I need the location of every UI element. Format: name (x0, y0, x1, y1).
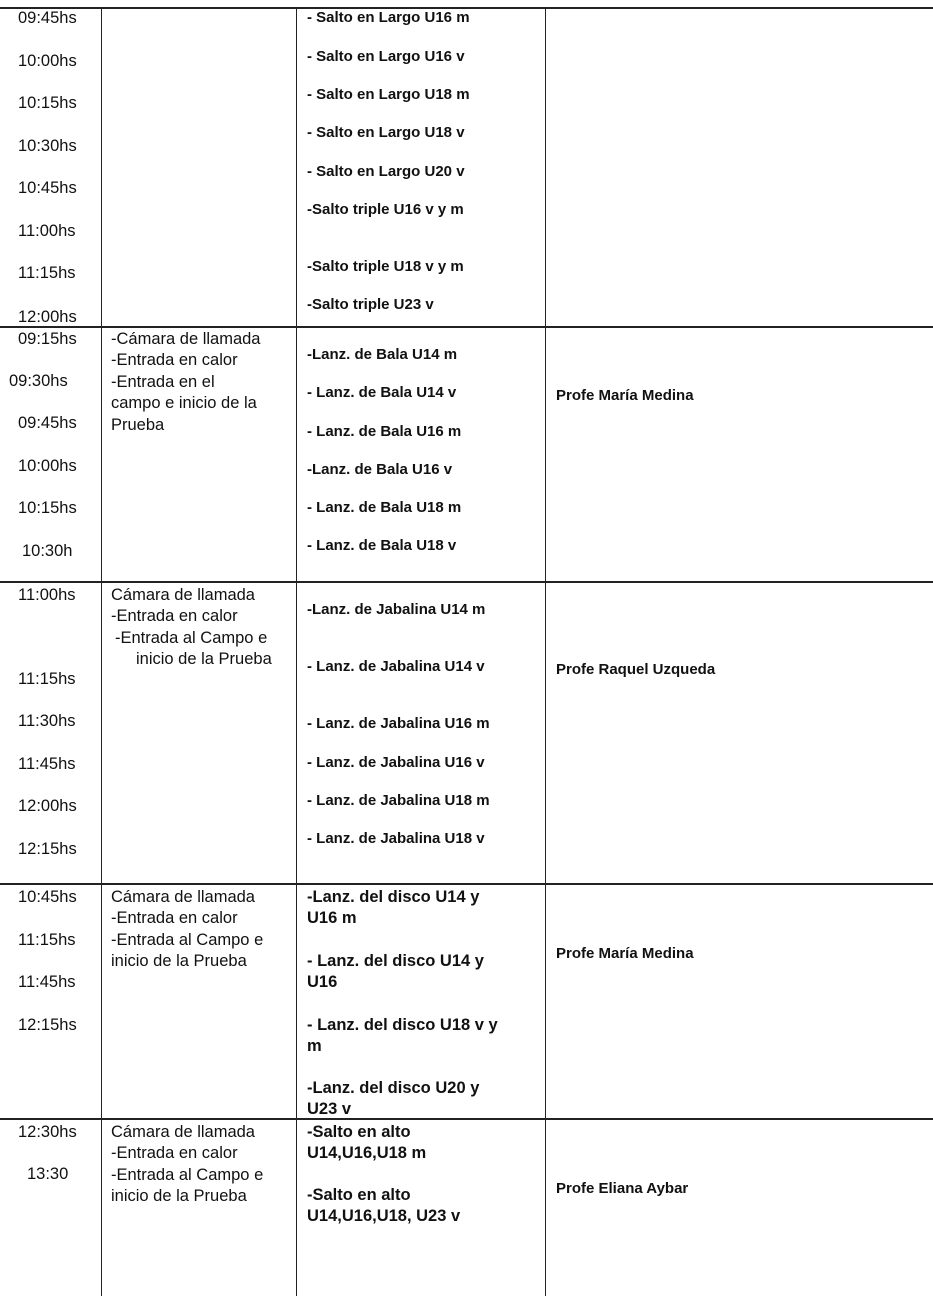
time-cell: 11:30hs (18, 712, 76, 730)
event-cell: - Lanz. de Jabalina U18 v (307, 830, 485, 847)
event-cell: U14,U16,U18 m (307, 1144, 427, 1162)
time-cell: 10:30hs (18, 137, 77, 155)
time-cell: 10:45hs (18, 888, 77, 906)
event-cell: - Salto en Largo U20 v (307, 163, 465, 180)
event-cell: -Lanz. de Jabalina U14 m (307, 601, 486, 618)
time-cell: 12:15hs (18, 840, 77, 858)
professor-cell: Profe María Medina (556, 387, 694, 404)
event-cell: - Lanz. de Jabalina U16 v (307, 754, 485, 771)
time-cell: 12:30hs (18, 1123, 77, 1141)
event-cell: -Salto en alto (307, 1186, 411, 1204)
control-cell: -Entrada en el (111, 373, 215, 391)
time-cell: 10:45hs (18, 179, 77, 197)
time-cell: 11:15hs (18, 670, 76, 688)
time-cell: 11:45hs (18, 973, 76, 991)
event-cell: - Lanz. del disco U18 v y (307, 1016, 498, 1034)
column-divider (296, 7, 297, 1296)
event-cell: - Salto en Largo U16 v (307, 48, 465, 65)
event-cell: -Salto triple U18 v y m (307, 258, 464, 275)
time-cell: 11:15hs (18, 931, 76, 949)
control-cell: -Cámara de llamada (111, 330, 261, 348)
event-cell: m (307, 1037, 322, 1055)
time-cell: 10:15hs (18, 499, 77, 517)
event-cell: - Lanz. de Bala U18 v (307, 537, 457, 554)
event-cell: - Lanz. de Bala U14 v (307, 384, 457, 401)
control-cell: -Entrada en calor (111, 909, 238, 927)
time-cell: 12:00hs (18, 308, 77, 326)
event-cell: -Lanz. de Bala U14 m (307, 346, 458, 363)
time-cell: 09:15hs (18, 330, 77, 348)
control-cell: -Entrada en calor (111, 607, 238, 625)
event-cell: - Lanz. de Bala U18 m (307, 499, 462, 516)
control-cell: Cámara de llamada (111, 1123, 255, 1141)
time-cell: 12:00hs (18, 797, 77, 815)
row-divider (0, 883, 933, 885)
control-cell: Cámara de llamada (111, 888, 255, 906)
time-cell: 09:45hs (18, 9, 77, 27)
event-cell: U14,U16,U18, U23 v (307, 1207, 461, 1225)
event-cell: - Salto en Largo U18 v (307, 124, 465, 141)
row-divider (0, 1118, 933, 1120)
time-cell: 11:15hs (18, 264, 76, 282)
control-cell: -Entrada al Campo e (111, 931, 264, 949)
event-cell: -Salto en alto (307, 1123, 411, 1141)
column-divider (101, 7, 102, 1296)
time-cell: 09:45hs (18, 414, 77, 432)
event-cell: - Lanz. de Jabalina U14 v (307, 658, 485, 675)
event-cell: -Lanz. de Bala U16 v (307, 461, 453, 478)
professor-cell: Profe María Medina (556, 945, 694, 962)
event-cell: -Lanz. del disco U14 y (307, 888, 480, 906)
time-cell: 10:00hs (18, 52, 77, 70)
time-cell: 11:45hs (18, 755, 76, 773)
event-cell: -Salto triple U23 v (307, 296, 434, 313)
control-cell: inicio de la Prueba (136, 650, 272, 668)
time-cell: 09:30hs (9, 372, 68, 390)
row-divider (0, 326, 933, 328)
control-cell: -Entrada en calor (111, 351, 238, 369)
control-cell: inicio de la Prueba (111, 952, 247, 970)
event-cell: - Salto en Largo U16 m (307, 9, 470, 26)
time-cell: 10:00hs (18, 457, 77, 475)
event-cell: - Lanz. del disco U14 y (307, 952, 484, 970)
time-cell: 10:15hs (18, 94, 77, 112)
time-cell: 13:30 (27, 1165, 69, 1183)
event-cell: - Lanz. de Bala U16 m (307, 423, 462, 440)
control-cell: -Entrada en calor (111, 1144, 238, 1162)
event-cell: -Lanz. del disco U20 y (307, 1079, 480, 1097)
time-cell: 11:00hs (18, 222, 76, 240)
event-cell: U16 (307, 973, 338, 991)
control-cell: Cámara de llamada (111, 586, 255, 604)
control-cell: campo e inicio de la (111, 394, 257, 412)
control-cell: inicio de la Prueba (111, 1187, 247, 1205)
event-cell: - Lanz. de Jabalina U18 m (307, 792, 490, 809)
control-cell: Prueba (111, 416, 165, 434)
professor-cell: Profe Eliana Aybar (556, 1180, 689, 1197)
column-divider (545, 7, 546, 1296)
time-cell: 10:30h (22, 542, 73, 560)
event-cell: - Salto en Largo U18 m (307, 86, 470, 103)
control-cell: -Entrada al Campo e (111, 1166, 264, 1184)
control-cell: -Entrada al Campo e (115, 629, 268, 647)
row-divider (0, 581, 933, 583)
time-cell: 12:15hs (18, 1016, 77, 1034)
event-cell: -Salto triple U16 v y m (307, 201, 464, 218)
professor-cell: Profe Raquel Uzqueda (556, 661, 716, 678)
event-cell: U23 v (307, 1100, 352, 1118)
event-cell: - Lanz. de Jabalina U16 m (307, 715, 490, 732)
event-cell: U16 m (307, 909, 357, 927)
time-cell: 11:00hs (18, 586, 76, 604)
